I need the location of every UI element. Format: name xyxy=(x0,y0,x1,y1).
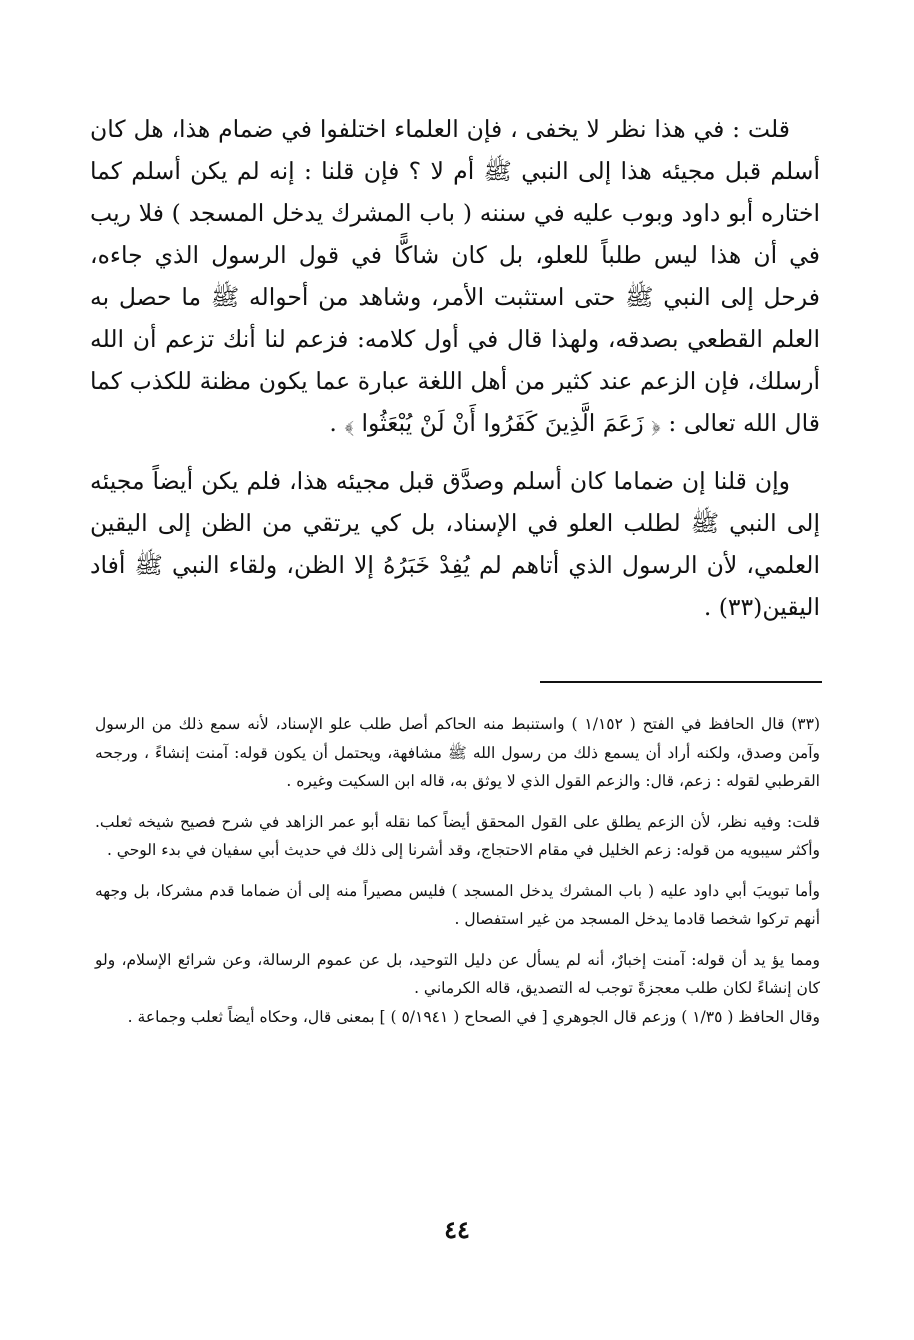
footnote-paragraph-5: وقال الحافظ ( ١/٣٥ ) وزعم قال الجوهري [ في الصحاح ( ٥/١٩٤١ ) ] بمعنى قال، وحكاه أيضاً ثعلب وجماعة . xyxy=(127,1007,820,1026)
footnote-divider xyxy=(540,681,822,683)
footnote-paragraph-3: وأما تبويبَ أبي داود عليه ( باب المشرك يدخل المسجد ) فليس مصيراً منه إلى أن ضماما قدم مشركا، بل وجهه أنهم تركوا شخصا قادما يدخل المسجد من غير استفصال . xyxy=(95,881,820,928)
footnote-paragraph-4: ومما يؤ يد أن قوله: آمنت إخبارٌ، أنه لم يسأل عن دليل التوحيد، بل عن عموم الرسالة، وعن شرائع الإسلام، ولو كان إنشاءً لكان طلب معجزةً توجب له التصديق، قاله الكرماني . xyxy=(95,950,820,997)
footnotes xyxy=(95,710,820,1031)
page-number: ٤٤ xyxy=(444,1215,470,1244)
main-paragraph-1: قلت : في هذا نظر لا يخفى ، فإن العلماء اختلفوا في ضمام هذا، هل كان أسلم قبل مجيئه هذا إلى النبي ﷺ أم لا ؟ فإن قلنا : إنه لم يكن أسلم كما اختاره أبو داود وبوب عليه في سننه ( باب المشرك يدخل المسجد ) فلا ريب في أن هذا ليس طلباً للعلو، بل كان شاكًّا في قول الرسول الذي جاءه، فرحل إلى النبي ﷺ حتى استثبت الأمر، وشاهد من أحواله ﷺ ما حصل به العلم القطعي بصدقه، ولهذا قال في أول كلامه: فزعم لنا أنك تزعم أن الله أرسلك، فإن الزعم عند كثير من أهل اللغة عبارة عما يكون مظنة للكذب كما قال الله تعالى : ﴿ زَعَمَ الَّذِينَ كَفَرُوا أَنْ لَنْ يُبْعَثُوا ﴾ . xyxy=(90,115,820,437)
footnote-paragraph-1: (٣٣) قال الحافظ في الفتح ( ١/١٥٢ ) واستنبط منه الحاكم أصل طلب علو الإسناد، لأنه سمع ذلك من الرسول وآمن وصدق، ولكنه أراد أن يسمع ذلك من رسول الله ﷺ مشافهة، ويحتمل أن يكون قوله: آمنت إنشاءً ، ورجحه القرطبي لقوله : زعم، قال: والزعم القول الذي لا يوثق به، قاله ابن السكيت وغيره . xyxy=(95,715,820,790)
footnote-paragraph-2: قلت: وفيه نظر، لأن الزعم يطلق على القول المحقق أيضاً كما نقله أبو عمر الزاهد في شرح فصيح شيخه ثعلب. وأكثر سيبويه من قوله: زعم الخليل في مقام الاحتجاج، وقد أشرنا إلى ذلك في حديث أبي سفيان في بدء الوحي . xyxy=(95,812,820,859)
main-paragraph-2: وإن قلنا إن ضماما كان أسلم وصدَّق قبل مجيئه هذا، فلم يكن أيضاً مجيئه إلى النبي ﷺ لطلب العلو في الإسناد، بل كي يرتقي من الظن إلى اليقين العلمي، لأن الرسول الذي أتاهم لم يُفِدْ خَبَرُهُ إلا الظن، ولقاء النبي ﷺ أفاد اليقين(٣٣) . xyxy=(90,467,820,621)
main-text xyxy=(90,108,820,644)
